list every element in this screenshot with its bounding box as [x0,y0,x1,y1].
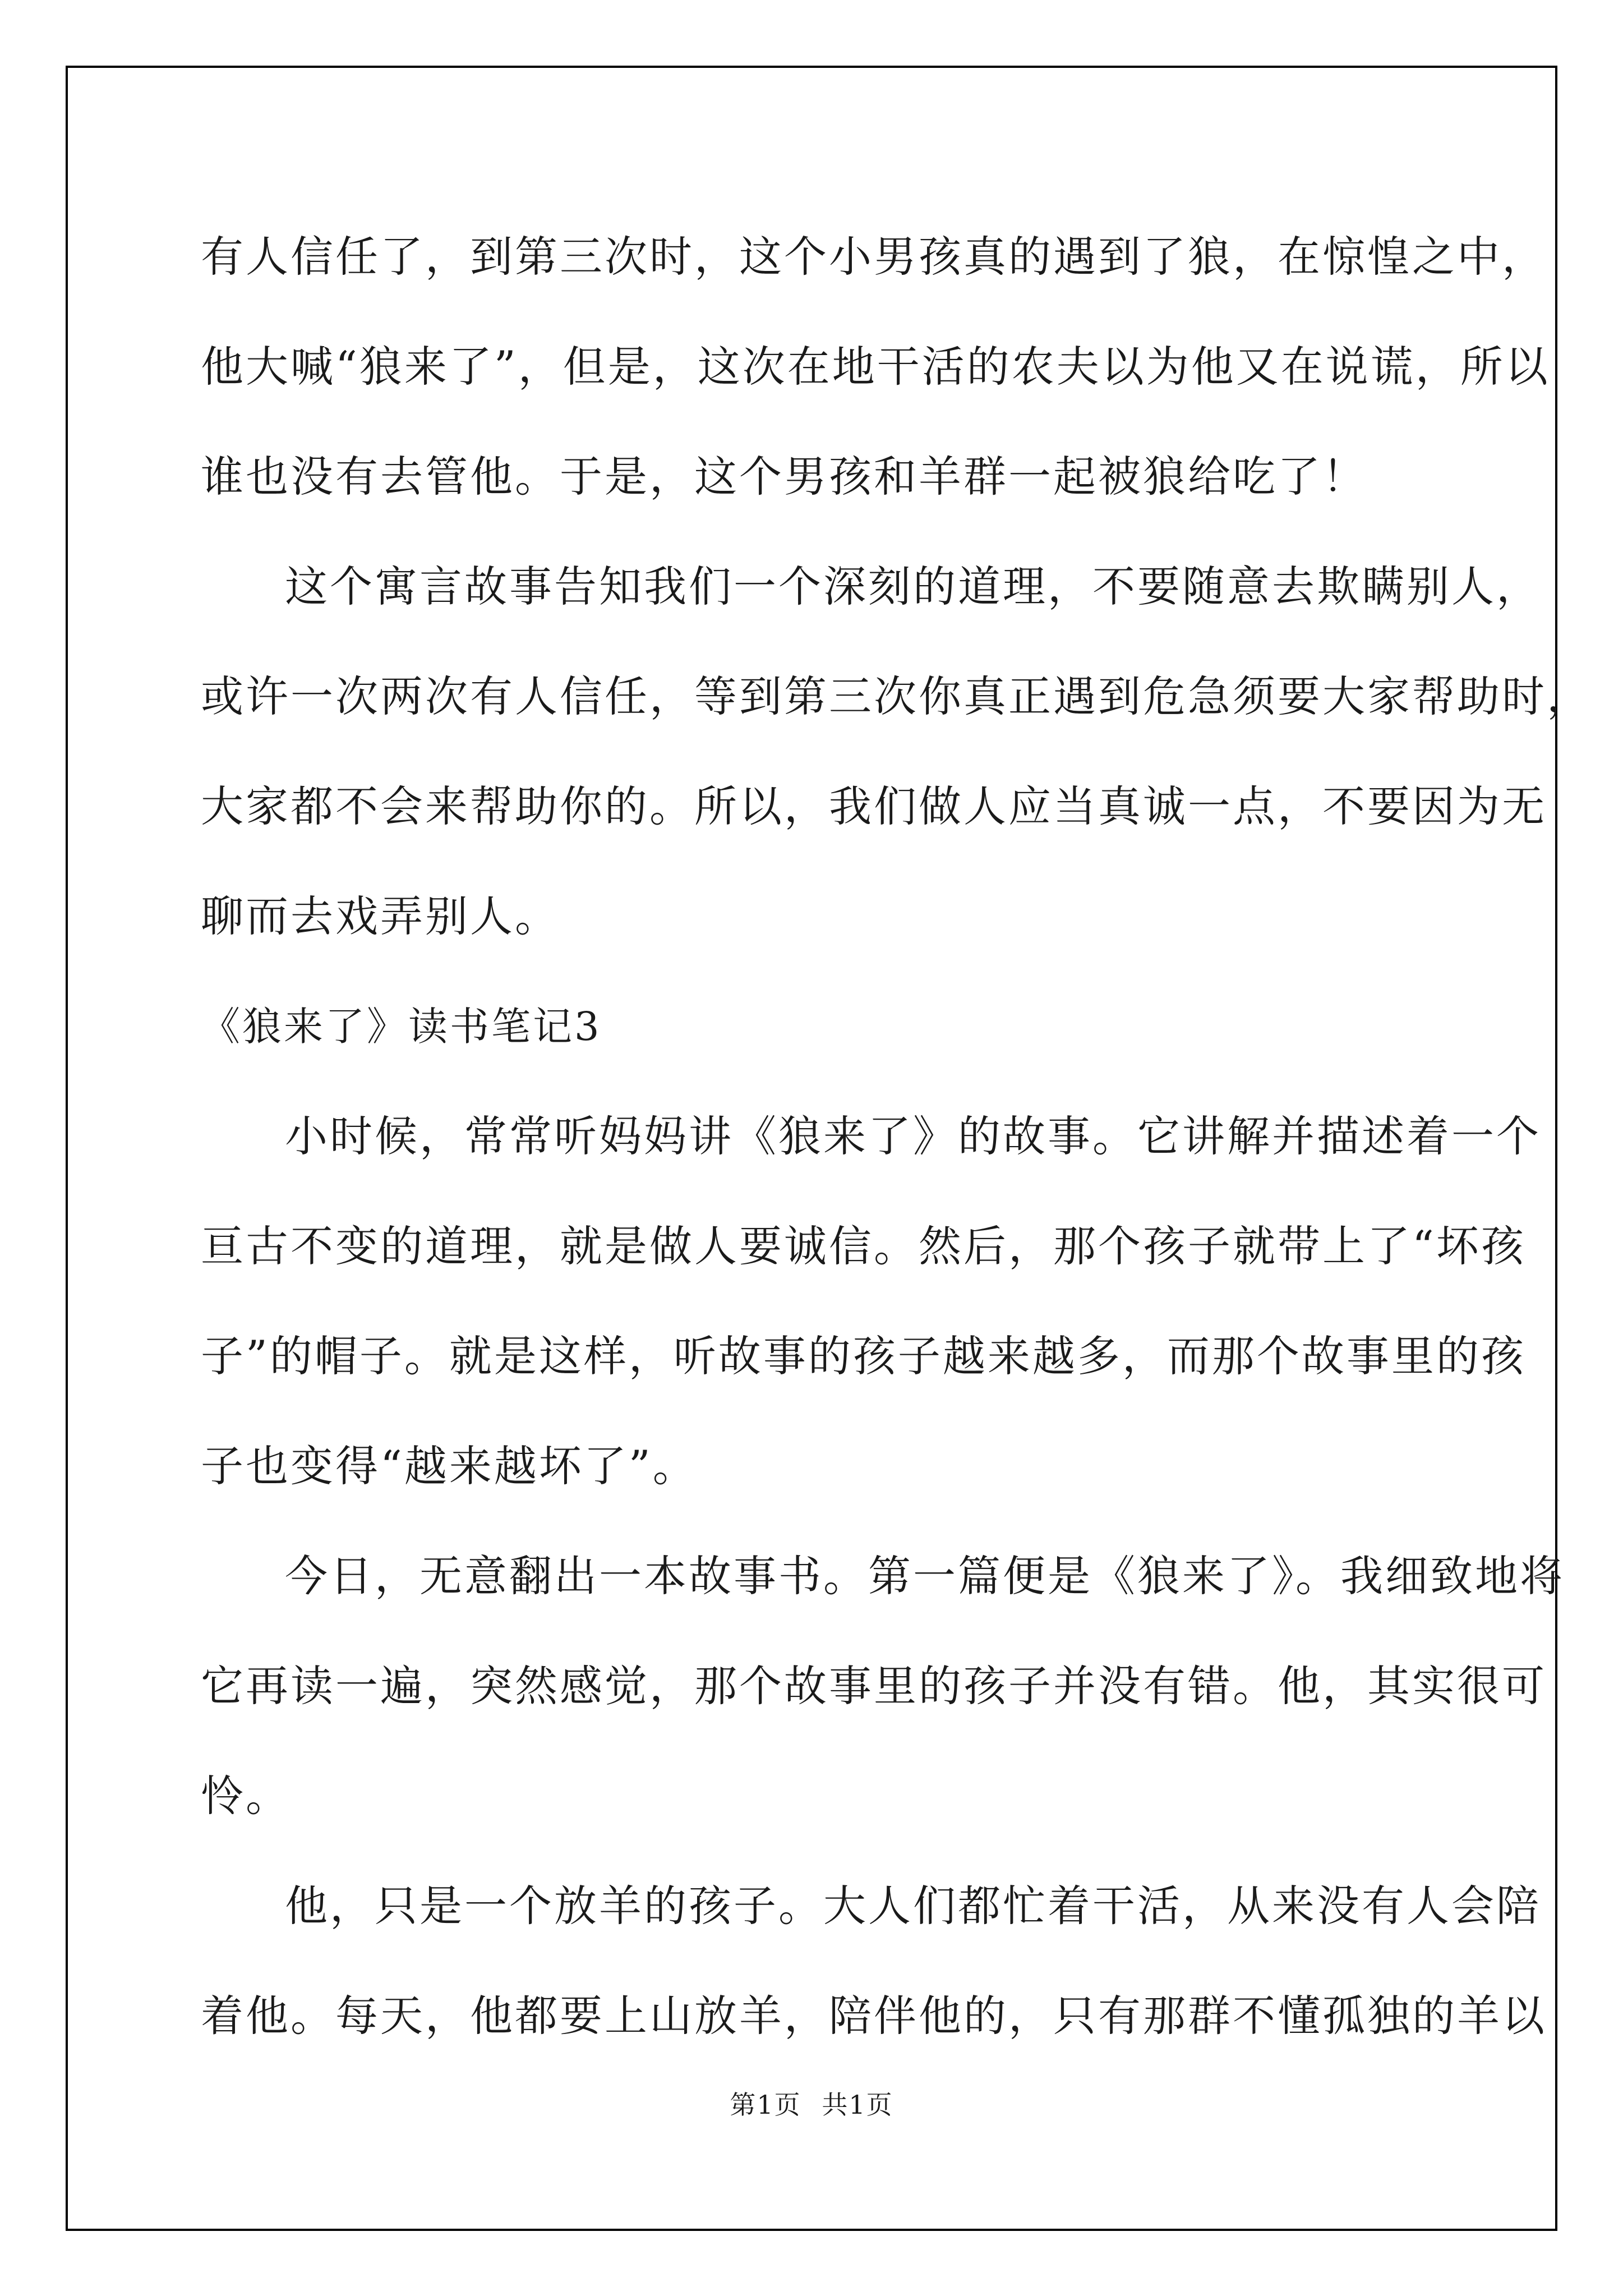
paragraph-start-line: 小时候，常常听妈妈讲《狼来了》的故事。它讲解并描述着一个 [285,1111,1541,1161]
text-line: 谁也没有去管他。于是，这个男孩和羊群一起被狼给吃了！ [201,452,1367,501]
text-line: 亘古不变的道理，就是做人要诚信。然后，那个孩子就带上了“坏孩 [201,1221,1526,1271]
paragraph-start-line: 这个寓言故事告知我们一个深刻的道理，不要随意去欺瞒别人， [285,562,1541,611]
document-body [201,202,1592,2071]
text-line: 大家都不会来帮助你的。所以，我们做人应当真诚一点，不要因为无 [201,781,1547,831]
text-line: 他大喊“狼来了”，但是，这次在地干活的农夫以为他又在说谎，所以 [201,342,1550,392]
section-heading: 《狼来了》读书笔记3 [201,1004,602,1050]
text-line: 有人信任了，到第三次时，这个小男孩真的遇到了狼，在惊惶之中， [201,232,1547,282]
text-line: 着他。每天，他都要上山放羊，陪伴他的，只有那群不懂孤独的羊以 [201,1991,1547,2041]
text-line: 子”的帽子。就是这样，听故事的孩子越来越多，而那个故事里的孩 [201,1331,1526,1381]
text-line: 怜。 [201,1771,291,1821]
page-total: 共1页 [822,2090,893,2120]
text-line: 或许一次两次有人信任，等到第三次你真正遇到危急须要大家帮助时， [201,671,1592,721]
text-line: 聊而去戏弄别人。 [201,891,560,941]
text-line: 它再读一遍，突然感觉，那个故事里的孩子并没有错。他，其实很可 [201,1661,1547,1711]
paragraph-start-line: 今日，无意翻出一本故事书。第一篇便是《狼来了》。我细致地将 [285,1551,1565,1601]
page-number: 第1页 [730,2090,801,2120]
page-footer [0,2085,1623,2124]
text-line: 子也变得“越来越坏了”。 [201,1441,698,1491]
paragraph-start-line: 他，只是一个放羊的孩子。大人们都忙着干活，从来没有人会陪 [285,1881,1541,1931]
